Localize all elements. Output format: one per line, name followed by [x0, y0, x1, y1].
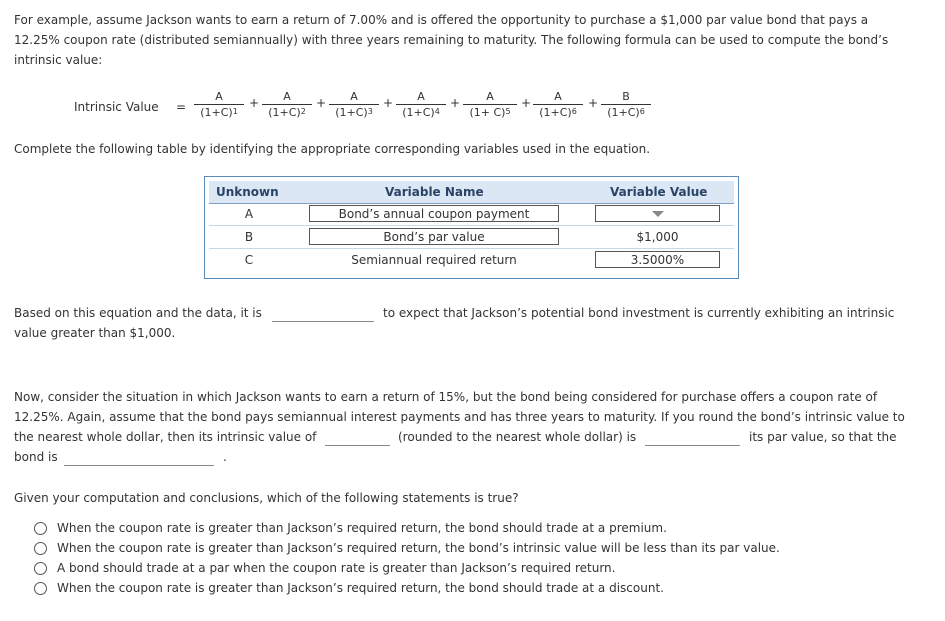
- plus-sign: +: [383, 96, 394, 110]
- plus-sign: +: [521, 96, 532, 110]
- option-label: When the coupon rate is greater than Jackson’s required return, the bond’s intrinsic value will be less than its par value.: [57, 541, 780, 555]
- question-prompt: Given your computation and conclusions, which of the following statements is true?: [14, 491, 519, 505]
- variables-table: [204, 176, 739, 279]
- term-3-denominator: (1+C): [335, 106, 368, 119]
- term-6-denominator: (1+C): [539, 106, 572, 119]
- table-header-row: [209, 181, 734, 204]
- option-label: When the coupon rate is greater than Jackson’s required return, the bond should trade at a discount.: [57, 581, 664, 595]
- radio-button[interactable]: [34, 522, 47, 535]
- term-7-numerator: B: [601, 90, 651, 105]
- term-3-numerator: A: [329, 90, 379, 105]
- formula-term-6: [533, 90, 583, 119]
- formula-term-2: [262, 90, 312, 119]
- intro-line-2: 12.25% coupon rate (distributed semiannually) with three years remaining to maturity. The following formula can be used to compute the bond’s: [14, 33, 889, 47]
- conclusion-text-line-2: value greater than $1,000.: [14, 326, 176, 340]
- term-6-exponent: 6: [571, 107, 577, 116]
- option-label: When the coupon rate is greater than Jackson’s required return, the bond should trade at a premium.: [57, 521, 667, 535]
- scenario2-line-3c: its par value, so that the: [749, 430, 897, 444]
- formula-equals: =: [176, 100, 187, 114]
- header-variable-name: Variable Name: [385, 185, 484, 199]
- term-5-exponent: 5: [505, 107, 511, 116]
- row-a-unknown: A: [244, 207, 254, 221]
- formula-term-4: [396, 90, 446, 119]
- plus-sign: +: [316, 96, 327, 110]
- radio-button[interactable]: [34, 562, 47, 575]
- row-c-value: 3.5000%: [595, 251, 720, 268]
- term-7-denominator: (1+C): [607, 106, 640, 119]
- formula-term-7: [601, 90, 651, 119]
- row-b-unknown: B: [244, 230, 254, 244]
- header-variable-value: Variable Value: [610, 185, 708, 199]
- scenario2-line-1: Now, consider the situation in which Jackson wants to earn a return of 15%, but the bond being considered for purchase offers a coupon rate of: [14, 390, 878, 404]
- option-label: A bond should trade at a par when the coupon rate is greater than Jackson’s required return.: [57, 561, 616, 575]
- formula-label: Intrinsic Value: [74, 100, 159, 114]
- row-c-variable-name: Semiannual required return: [351, 253, 517, 267]
- term-1-numerator: A: [194, 90, 244, 105]
- scenario2-line-3b: (rounded to the nearest whole dollar) is: [398, 430, 637, 444]
- row-a-variable-name: Bond’s annual coupon payment: [309, 205, 559, 222]
- table-instruction: Complete the following table by identifying the appropriate corresponding variables used in the equation.: [14, 142, 651, 156]
- row-a-value-dropdown[interactable]: [595, 205, 720, 222]
- formula-term-5: [463, 90, 517, 119]
- conclusion-text-before: Based on this equation and the data, it is: [14, 306, 262, 320]
- radio-button[interactable]: [34, 542, 47, 555]
- term-1-denominator: (1+C): [200, 106, 233, 119]
- intro-line-1: For example, assume Jackson wants to earn a return of 7.00% and is offered the opportunity to purchase a $1,000 par value bond that pays a: [14, 13, 869, 27]
- intrinsic-value-blank-input[interactable]: [325, 445, 390, 446]
- header-unknown: Unknown: [216, 185, 279, 199]
- row-b-value: $1,000: [636, 230, 679, 244]
- term-3-exponent: 3: [367, 107, 373, 116]
- plus-sign: +: [249, 96, 260, 110]
- plus-sign: +: [450, 96, 461, 110]
- scenario2-line-3a: the nearest whole dollar, then its intrinsic value of: [14, 430, 317, 444]
- term-5-numerator: A: [463, 90, 517, 105]
- scenario2-line-2: 12.25%. Again, assume that the bond pays semiannual interest payments and has three years to maturity. If you round the bond’s intrinsic value to: [14, 410, 905, 424]
- bond-status-blank-input[interactable]: [64, 465, 214, 466]
- term-6-numerator: A: [533, 90, 583, 105]
- chevron-down-icon: [652, 211, 664, 217]
- conclusion-blank-input[interactable]: [272, 321, 374, 322]
- scenario2-line-4a: bond is: [14, 450, 58, 464]
- row-c-unknown: C: [244, 253, 254, 267]
- term-2-numerator: A: [262, 90, 312, 105]
- term-5-denominator: (1+ C): [469, 106, 506, 119]
- term-4-numerator: A: [396, 90, 446, 105]
- term-4-denominator: (1+C): [402, 106, 435, 119]
- term-2-denominator: (1+C): [268, 106, 301, 119]
- term-4-exponent: 4: [434, 107, 440, 116]
- formula-term-3: [329, 90, 379, 119]
- radio-button[interactable]: [34, 582, 47, 595]
- term-7-exponent: 6: [639, 107, 645, 116]
- plus-sign: +: [588, 96, 599, 110]
- term-1-exponent: 1: [232, 107, 238, 116]
- formula-term-1: [194, 90, 244, 119]
- scenario2-line-4b: .: [223, 450, 227, 464]
- row-b-variable-name: Bond’s par value: [309, 228, 559, 245]
- term-2-exponent: 2: [300, 107, 306, 116]
- intro-line-3: intrinsic value:: [14, 53, 103, 67]
- comparison-blank-input[interactable]: [645, 445, 740, 446]
- conclusion-text-after: to expect that Jackson’s potential bond investment is currently exhibiting an intrinsic: [383, 306, 895, 320]
